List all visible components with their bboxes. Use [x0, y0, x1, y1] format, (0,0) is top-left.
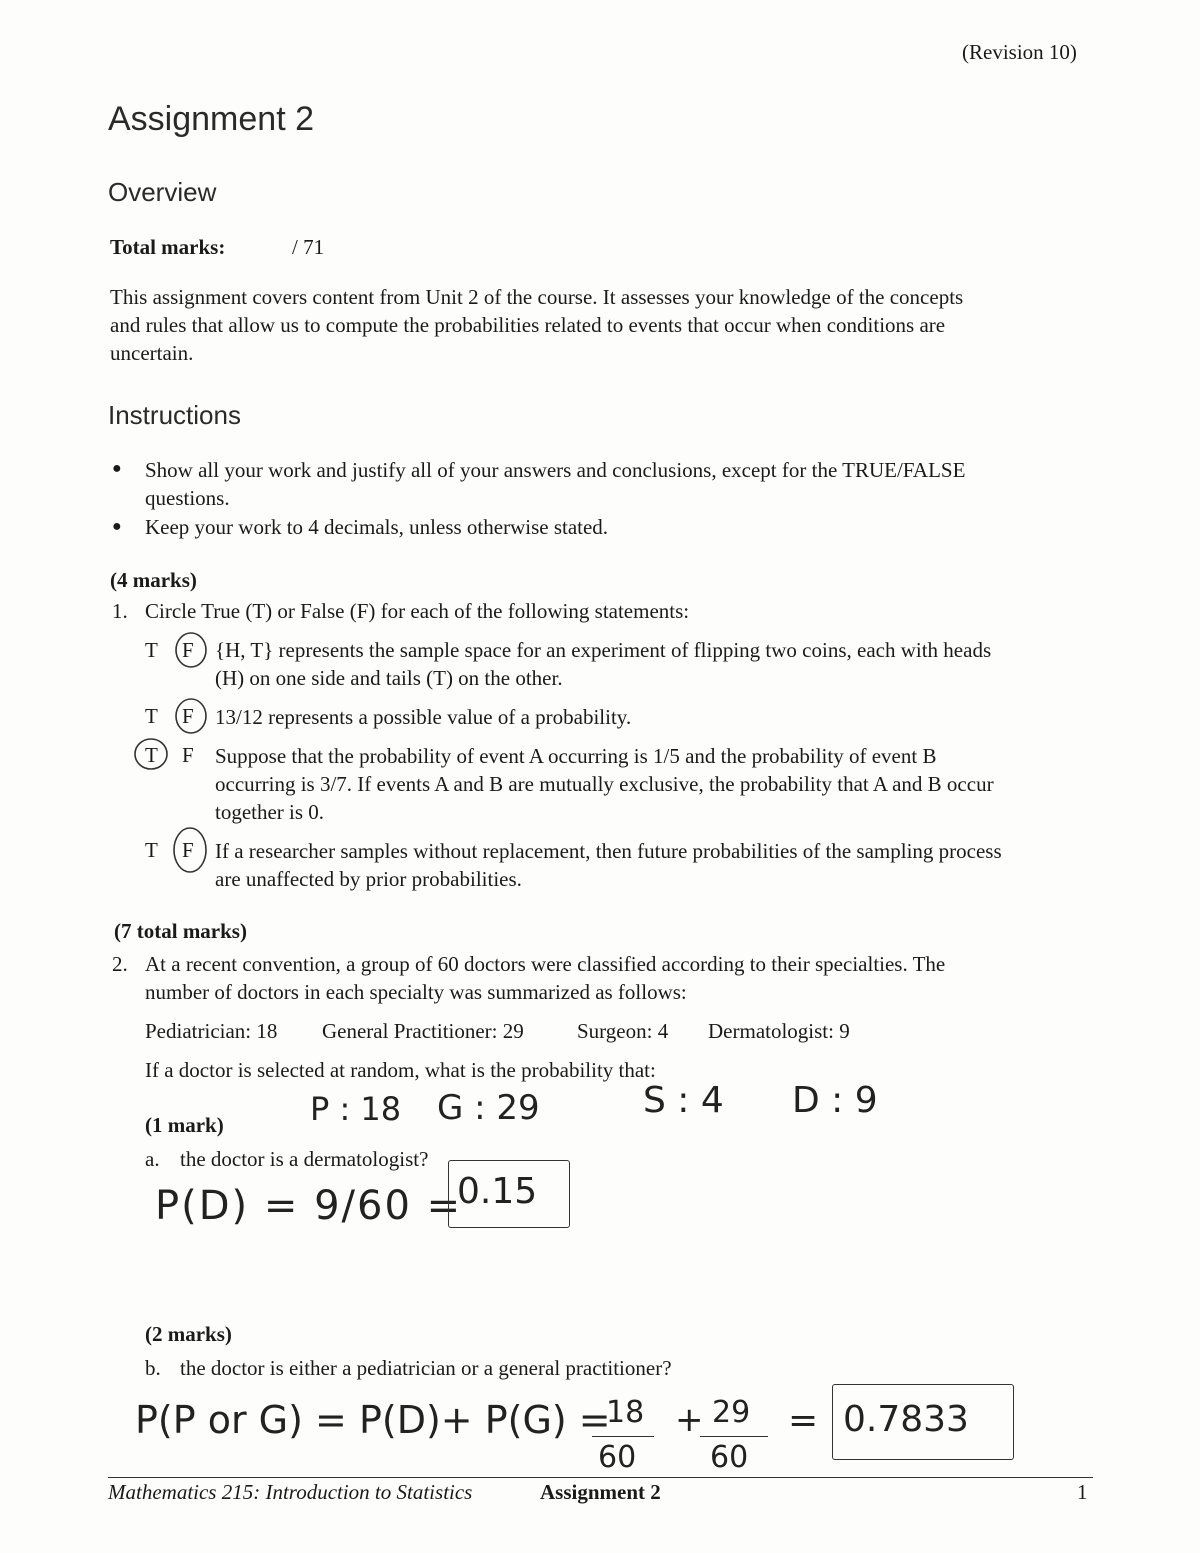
statement-3-line1: Suppose that the probability of event A occurring is 1/5 and the probability of event B [215, 744, 937, 768]
handwritten-part-b-answer: 0.7833 [843, 1399, 969, 1440]
statement-2-false[interactable]: F [182, 704, 194, 728]
q1-prompt: Circle True (T) or False (F) for each of the following statements: [145, 599, 690, 623]
statement-4-true[interactable]: T [145, 838, 158, 862]
instructions-heading: Instructions [108, 400, 241, 430]
statement-3-true[interactable]: T [145, 743, 158, 767]
statement-2-circle-mark [170, 696, 214, 738]
overview-text-line2: and rules that allow us to compute the probabilities related to events that occur when conditions are [110, 313, 946, 337]
part-a-label: a. [145, 1147, 160, 1171]
part-a-answer-box [448, 1160, 570, 1228]
part-b-text: the doctor is either a pediatrician or a general practitioner? [180, 1356, 672, 1380]
frac2-bar [700, 1436, 768, 1437]
bullet-icon: ● [112, 518, 122, 535]
instruction-1-line1: Show all your work and justify all of your answers and conclusions, except for the TRUE/FALSE [145, 458, 966, 482]
handwritten-frac2-denominator: 60 [710, 1440, 749, 1475]
statement-1-circle-mark [170, 630, 214, 672]
handwritten-equals: = [788, 1400, 819, 1441]
specialty-pediatrician: Pediatrician: 18 [145, 1019, 278, 1043]
footer-assignment: Assignment 2 [540, 1480, 661, 1504]
q2-line2: number of doctors in each specialty was summarized as follows: [145, 980, 687, 1004]
overview-heading: Overview [108, 177, 217, 207]
specialty-general-practitioner: General Practitioner: 29 [322, 1019, 524, 1043]
statement-4-line1: If a researcher samples without replacement, then future probabilities of the sampling process [215, 839, 1002, 863]
handwritten-frac2-numerator: 29 [712, 1395, 751, 1430]
handwritten-count-d: D : 9 [792, 1080, 878, 1121]
handwritten-frac1-denominator: 60 [598, 1440, 637, 1475]
handwritten-part-b-work: P(P or G) = P(D)+ P(G) = [135, 1398, 611, 1442]
total-marks-label: Total marks: [110, 235, 226, 259]
statement-1-line2: (H) on one side and tails (T) on the other. [215, 666, 563, 690]
statement-2-line1: 13/12 represents a possible value of a probability. [215, 705, 632, 729]
handwritten-count-g: G : 29 [437, 1088, 540, 1128]
q2-marks: (7 total marks) [114, 919, 247, 943]
q2-line1: At a recent convention, a group of 60 doctors were classified according to their specialties. The [145, 952, 946, 976]
statement-4-circle-mark [168, 824, 214, 878]
statement-1-line1: {H, T} represents the sample space for an experiment of flipping two coins, each with heads [215, 638, 992, 662]
instruction-1-line2: questions. [145, 486, 230, 510]
q2-question: If a doctor is selected at random, what is the probability that: [145, 1058, 656, 1082]
total-marks-value: / 71 [292, 235, 325, 259]
statement-1-true[interactable]: T [145, 638, 158, 662]
handwritten-frac1-numerator: 18 [606, 1395, 645, 1430]
revision-label: (Revision 10) [962, 40, 1077, 64]
bullet-icon: ● [112, 460, 122, 477]
part-b-marks: (2 marks) [145, 1322, 232, 1346]
statement-3-line2: occurring is 3/7. If events A and B are mutually exclusive, the probability that A and B occur [215, 772, 994, 796]
statement-1-false[interactable]: F [182, 638, 194, 662]
instruction-2: Keep your work to 4 decimals, unless otherwise stated. [145, 515, 609, 539]
handwritten-count-s: S : 4 [643, 1080, 724, 1121]
part-b-answer-box [832, 1384, 1014, 1460]
page-number: 1 [1077, 1480, 1088, 1504]
statement-4-false[interactable]: F [182, 838, 194, 862]
page-title: Assignment 2 [108, 100, 314, 138]
overview-text-line3: uncertain. [110, 341, 194, 365]
q2-number: 2. [112, 952, 128, 976]
statement-3-false[interactable]: F [182, 743, 194, 767]
handwritten-count-p: P : 18 [310, 1090, 402, 1128]
statement-3-circle-mark [130, 735, 172, 775]
overview-text-line1: This assignment covers content from Unit 2 of the course. It assesses your knowledge of the concepts [110, 285, 964, 309]
q1-number: 1. [112, 599, 128, 623]
specialty-dermatologist: Dermatologist: 9 [708, 1019, 850, 1043]
part-a-text: the doctor is a dermatologist? [180, 1147, 429, 1171]
q1-marks: (4 marks) [110, 568, 197, 592]
handwritten-part-a-answer: 0.15 [457, 1171, 538, 1212]
statement-3-line3: together is 0. [215, 800, 325, 824]
footer-course: Mathematics 215: Introduction to Statistics [108, 1480, 473, 1504]
footer-divider [108, 1477, 1093, 1478]
specialty-surgeon: Surgeon: 4 [577, 1019, 669, 1043]
part-a-marks: (1 mark) [145, 1113, 224, 1137]
handwritten-plus: + [675, 1400, 704, 1440]
handwritten-part-a-work: P(D) = 9/60 = [155, 1183, 463, 1229]
statement-2-true[interactable]: T [145, 704, 158, 728]
frac1-bar [592, 1436, 654, 1437]
part-b-label: b. [145, 1356, 161, 1380]
statement-4-line2: are unaffected by prior probabilities. [215, 867, 522, 891]
